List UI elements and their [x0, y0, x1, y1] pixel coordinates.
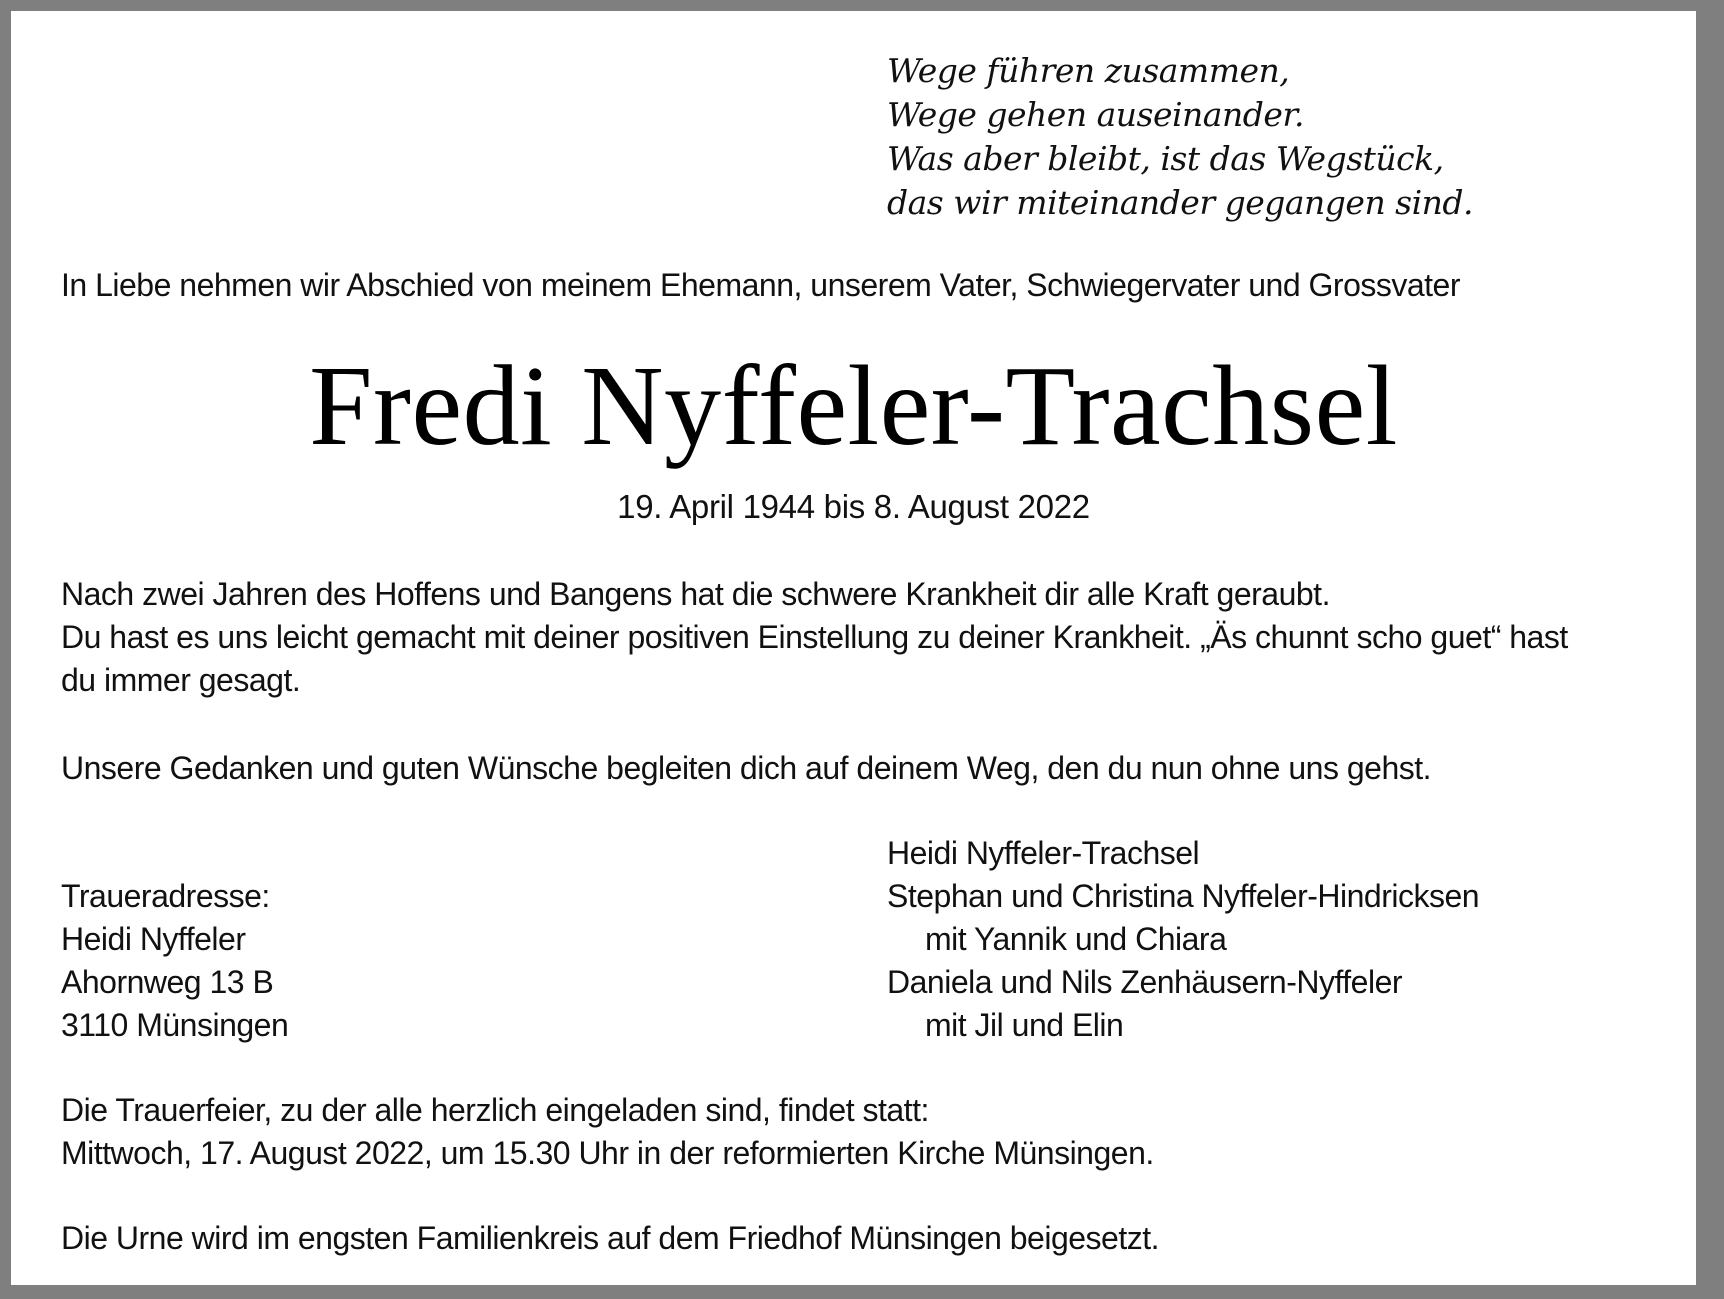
message-line: Du hast es uns leicht gemacht mit deiner positiven Einstellung zu deiner Krankheit. „Äs chunnt scho guet“ hast [61, 619, 1568, 655]
family-children: mit Yannik und Chiara [925, 921, 1227, 957]
family-list [887, 832, 1479, 1047]
poem-line: Was aber bleibt, ist das Wegstück, [887, 139, 1444, 178]
address-city: 3110 Münsingen [61, 1007, 289, 1043]
poem [887, 49, 1473, 225]
message-line: Nach zwei Jahren des Hoffens und Bangens hat die schwere Krankheit dir alle Kraft geraubt. [61, 576, 1330, 612]
service-line: Die Trauerfeier, zu der alle herzlich eingeladen sind, findet statt: [61, 1092, 929, 1128]
message-paragraph [61, 573, 1681, 702]
family-member: Heidi Nyffeler-Trachsel [887, 835, 1200, 871]
life-dates: 19. April 1944 bis 8. August 2022 [617, 488, 1090, 525]
obituary-notice [11, 11, 1696, 1285]
mourning-address [61, 875, 288, 1047]
wishes-text: Unsere Gedanken und guten Wünsche begleiten dich auf deinem Weg, den du nun ohne uns gehst. [61, 750, 1432, 786]
service-line: Mittwoch, 17. August 2022, um 15.30 Uhr in der reformierten Kirche Münsingen. [61, 1135, 1154, 1171]
deceased-name: Fredi Nyffeler-Trachsel [309, 342, 1398, 469]
family-member: Stephan und Christina Nyffeler-Hindricksen [887, 878, 1480, 914]
intro-text: In Liebe nehmen wir Abschied von meinem Ehemann, unserem Vater, Schwiegervater und Grossvater [61, 267, 1460, 303]
poem-line: Wege gehen auseinander. [887, 95, 1305, 134]
poem-line: das wir miteinander gegangen sind. [887, 183, 1474, 222]
family-children: mit Jil und Elin [925, 1007, 1124, 1043]
message-line: du immer gesagt. [61, 662, 301, 698]
family-member: Daniela und Nils Zenhäusern-Nyffeler [887, 964, 1403, 1000]
poem-line: Wege führen zusammen, [887, 51, 1290, 90]
funeral-service [61, 1089, 1154, 1175]
address-label: Traueradresse: [61, 878, 270, 914]
address-name: Heidi Nyffeler [61, 921, 246, 957]
urn-note: Die Urne wird im engsten Familienkreis auf dem Friedhof Münsingen beigesetzt. [61, 1220, 1160, 1256]
address-street: Ahornweg 13 B [61, 964, 274, 1000]
